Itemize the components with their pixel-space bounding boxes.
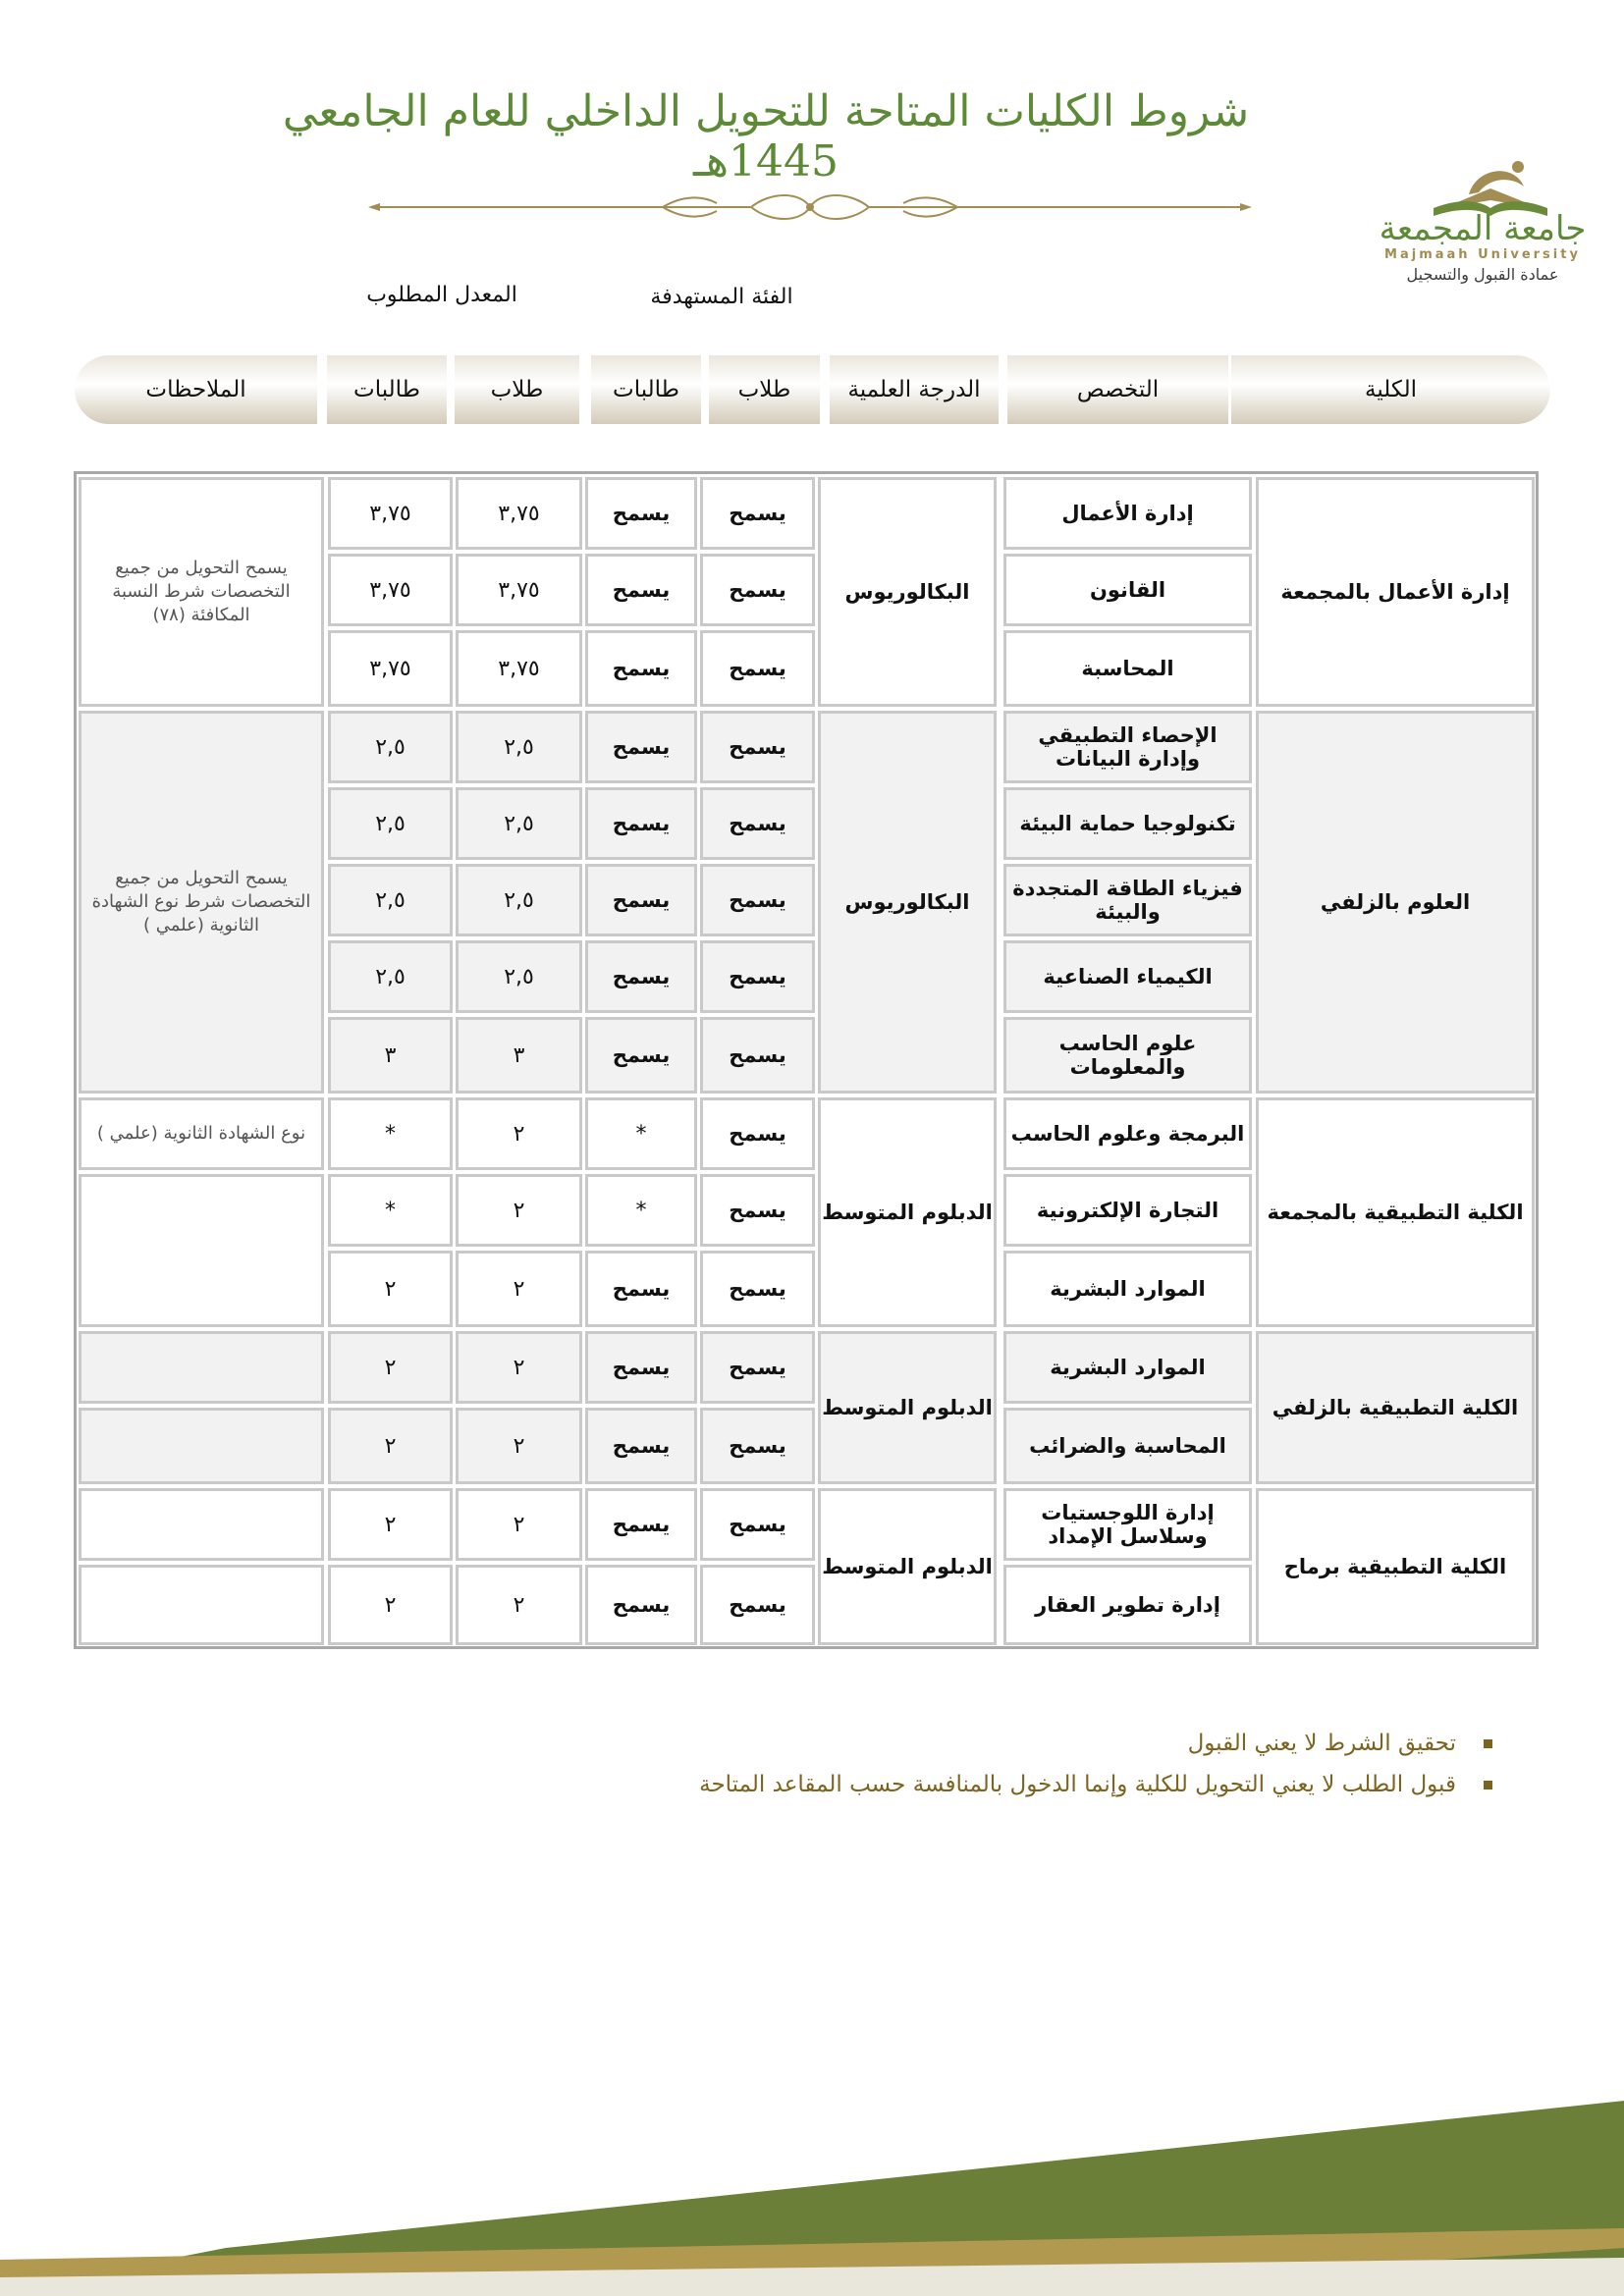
major-cell: الموارد البشرية xyxy=(1003,1251,1252,1327)
female-cell: يسمح xyxy=(585,787,697,860)
bullet-square-icon xyxy=(1484,1739,1492,1748)
col-header-female: طالبات xyxy=(591,355,701,424)
female-cell: يسمح xyxy=(585,940,697,1013)
col-header-college: الكلية xyxy=(1231,355,1550,424)
gpa-male-cell: ٢ xyxy=(456,1488,582,1561)
female-cell: يسمح xyxy=(585,1488,697,1561)
female-cell: يسمح xyxy=(585,1408,697,1484)
major-cell: الكيمياء الصناعية xyxy=(1003,940,1252,1013)
female-cell: يسمح xyxy=(585,477,697,550)
female-cell: يسمح xyxy=(585,630,697,707)
major-cell: فيزياء الطاقة المتجددة والبيئة xyxy=(1003,864,1252,936)
gpa-female-cell: ٢,٥ xyxy=(328,787,453,860)
gpa-male-cell: ٢,٥ xyxy=(456,711,582,783)
gpa-female-cell: ٢ xyxy=(328,1251,453,1327)
gpa-female-cell: ٢,٥ xyxy=(328,864,453,936)
gpa-female-cell: ٣,٧٥ xyxy=(328,630,453,707)
notes-cell xyxy=(79,1488,324,1561)
female-cell: * xyxy=(585,1174,697,1247)
title-ornament-icon xyxy=(368,189,1252,225)
footnote-item xyxy=(589,1772,1492,1797)
major-cell: تكنولوجيا حماية البيئة xyxy=(1003,787,1252,860)
male-cell: يسمح xyxy=(700,787,815,860)
footnote-item xyxy=(589,1731,1492,1756)
gpa-group-label: المعدل المطلوب xyxy=(366,283,517,307)
gpa-male-cell: ٢ xyxy=(456,1331,582,1404)
college-cell: إدارة الأعمال بالمجمعة xyxy=(1256,477,1535,707)
gpa-female-cell: ٢ xyxy=(328,1408,453,1484)
male-cell: يسمح xyxy=(700,1017,815,1094)
female-cell: يسمح xyxy=(585,1565,697,1645)
college-cell: العلوم بالزلفي xyxy=(1256,711,1535,1094)
gpa-male-cell: ٢,٥ xyxy=(456,940,582,1013)
gpa-female-cell: ٢ xyxy=(328,1331,453,1404)
major-cell: المحاسبة xyxy=(1003,630,1252,707)
major-cell: علوم الحاسب والمعلومات xyxy=(1003,1017,1252,1094)
col-header-gpa-female: طالبات xyxy=(327,355,447,424)
gpa-male-cell: ٢ xyxy=(456,1251,582,1327)
degree-cell: الدبلوم المتوسط xyxy=(818,1331,997,1484)
degree-cell: البكالوريوس xyxy=(818,711,997,1094)
gpa-female-cell: * xyxy=(328,1174,453,1247)
female-cell: يسمح xyxy=(585,1331,697,1404)
female-cell: يسمح xyxy=(585,711,697,783)
notes-cell xyxy=(79,1331,324,1404)
gpa-male-cell: ٢ xyxy=(456,1565,582,1645)
female-cell: يسمح xyxy=(585,554,697,626)
male-cell: يسمح xyxy=(700,477,815,550)
college-cell: الكلية التطبيقية برماح xyxy=(1256,1488,1535,1645)
notes-cell: يسمح التحويل من جميع التخصصات شرط النسبة المكافئة (٧٨) xyxy=(79,477,324,707)
logo-dept: عمادة القبول والتسجيل xyxy=(1406,265,1559,284)
gpa-male-cell: ٢ xyxy=(456,1097,582,1170)
gpa-male-cell: ٢ xyxy=(456,1174,582,1247)
notes-cell xyxy=(79,1408,324,1484)
gpa-female-cell: ٣ xyxy=(328,1017,453,1094)
college-cell: الكلية التطبيقية بالمجمعة xyxy=(1256,1097,1535,1327)
gpa-male-cell: ٣ xyxy=(456,1017,582,1094)
col-header-gpa-male: طلاب xyxy=(455,355,579,424)
male-cell: يسمح xyxy=(700,940,815,1013)
female-cell: يسمح xyxy=(585,864,697,936)
degree-cell: الدبلوم المتوسط xyxy=(818,1097,997,1327)
female-cell: * xyxy=(585,1097,697,1170)
notes-cell: يسمح التحويل من جميع التخصصات شرط نوع الشهادة الثانوية (علمي ) xyxy=(79,711,324,1094)
male-cell: يسمح xyxy=(700,1565,815,1645)
notes-cell xyxy=(79,1174,324,1327)
major-cell: التجارة الإلكترونية xyxy=(1003,1174,1252,1247)
major-cell: المحاسبة والضرائب xyxy=(1003,1408,1252,1484)
male-cell: يسمح xyxy=(700,1097,815,1170)
college-cell: الكلية التطبيقية بالزلفي xyxy=(1256,1331,1535,1484)
col-header-degree: الدرجة العلمية xyxy=(830,355,999,424)
logo-name-ar: جامعة المجمعة xyxy=(1379,209,1587,248)
male-cell: يسمح xyxy=(700,1174,815,1247)
footnote-text: تحقيق الشرط لا يعني القبول xyxy=(1187,1731,1456,1756)
gpa-female-cell: ٢,٥ xyxy=(328,711,453,783)
male-cell: يسمح xyxy=(700,630,815,707)
gpa-male-cell: ٢ xyxy=(456,1408,582,1484)
notes-cell: نوع الشهادة الثانوية (علمي ) xyxy=(79,1097,324,1170)
male-cell: يسمح xyxy=(700,1408,815,1484)
gpa-male-cell: ٢,٥ xyxy=(456,787,582,860)
male-cell: يسمح xyxy=(700,1331,815,1404)
major-cell: إدارة تطوير العقار xyxy=(1003,1565,1252,1645)
gpa-female-cell: ٣,٧٥ xyxy=(328,477,453,550)
notes-cell xyxy=(79,1565,324,1645)
col-header-male: طلاب xyxy=(709,355,820,424)
gpa-female-cell: ٢,٥ xyxy=(328,940,453,1013)
major-cell: إدارة الأعمال xyxy=(1003,477,1252,550)
bullet-square-icon xyxy=(1484,1781,1492,1789)
degree-cell: البكالوريوس xyxy=(818,477,997,707)
gpa-female-cell: * xyxy=(328,1097,453,1170)
gpa-male-cell: ٣,٧٥ xyxy=(456,554,582,626)
male-cell: يسمح xyxy=(700,711,815,783)
major-cell: الإحصاء التطبيقي وإدارة البيانات xyxy=(1003,711,1252,783)
gpa-male-cell: ٣,٧٥ xyxy=(456,630,582,707)
target-group-label: الفئة المستهدفة xyxy=(650,285,793,309)
gpa-female-cell: ٣,٧٥ xyxy=(328,554,453,626)
major-cell: إدارة اللوجستيات وسلاسل الإمداد xyxy=(1003,1488,1252,1561)
major-cell: البرمجة وعلوم الحاسب xyxy=(1003,1097,1252,1170)
gpa-male-cell: ٣,٧٥ xyxy=(456,477,582,550)
male-cell: يسمح xyxy=(700,864,815,936)
female-cell: يسمح xyxy=(585,1251,697,1327)
gpa-female-cell: ٢ xyxy=(328,1565,453,1645)
footnote-text: قبول الطلب لا يعني التحويل للكلية وإنما الدخول بالمنافسة حسب المقاعد المتاحة xyxy=(699,1772,1456,1797)
male-cell: يسمح xyxy=(700,554,815,626)
male-cell: يسمح xyxy=(700,1488,815,1561)
col-header-major: التخصص xyxy=(1007,355,1228,424)
degree-cell: الدبلوم المتوسط xyxy=(818,1488,997,1645)
logo-name-en: Majmaah University xyxy=(1384,247,1581,262)
footer-decoration xyxy=(0,2091,1624,2296)
major-cell: الموارد البشرية xyxy=(1003,1331,1252,1404)
gpa-male-cell: ٢,٥ xyxy=(456,864,582,936)
page-title: شروط الكليات المتاحة للتحويل الداخلي للعام الجامعي 1445هـ xyxy=(282,86,1250,187)
major-cell: القانون xyxy=(1003,554,1252,626)
gpa-female-cell: ٢ xyxy=(328,1488,453,1561)
male-cell: يسمح xyxy=(700,1251,815,1327)
female-cell: يسمح xyxy=(585,1017,697,1094)
col-header-notes: الملاحظات xyxy=(75,355,317,424)
